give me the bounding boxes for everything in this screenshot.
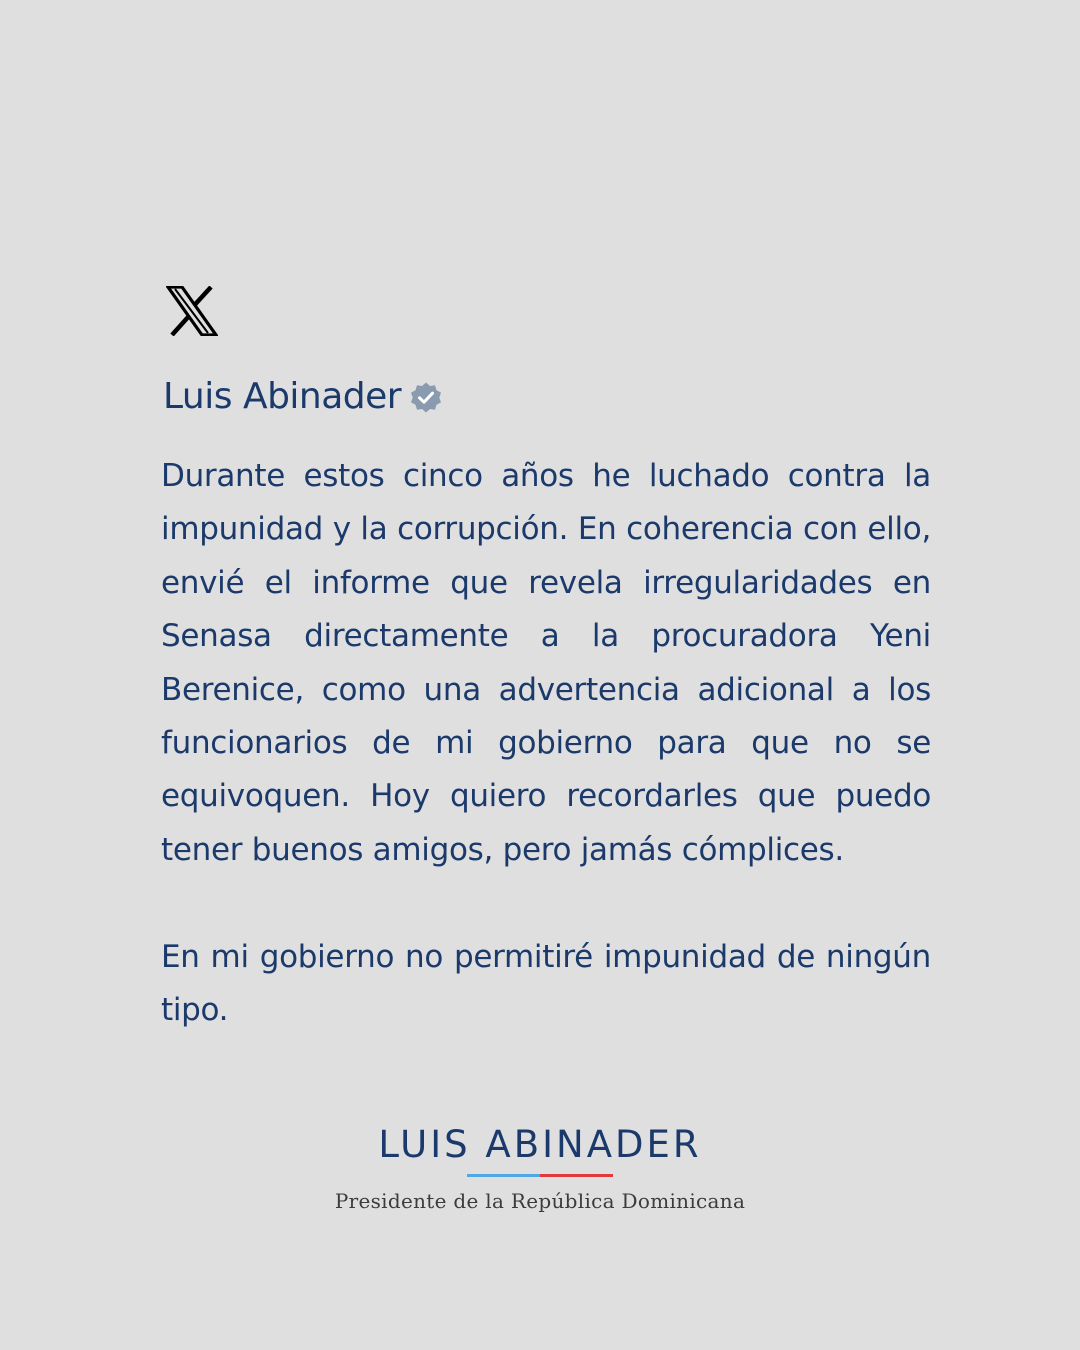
post-body	[161, 450, 931, 1037]
verified-badge-icon	[409, 381, 443, 415]
divider-blue-segment	[467, 1174, 540, 1177]
post-author	[163, 372, 443, 422]
post-paragraph: Durante estos cinco años he luchado contra la impunidad y la corrupción. En coherencia con ello, envié el informe que revela irregularidades en Senasa directamente a la procuradora Yeni Berenice, como una advertencia adicional a los funcionarios de mi gobierno para que no se equivoquen. Hoy quiero recordarles que puedo tener buenos amigos, pero jamás cómplices.	[161, 458, 931, 868]
signature-name: LUIS ABINADER	[378, 1123, 702, 1166]
divider-red-segment	[540, 1174, 613, 1177]
author-name[interactable]: Luis Abinader	[163, 376, 402, 417]
signature-title: Presidente de la República Dominicana	[334, 1189, 746, 1213]
x-logo-icon	[166, 286, 218, 336]
signature-divider	[467, 1174, 613, 1177]
signature-block	[0, 1120, 1080, 1213]
post-paragraph: En mi gobierno no permitiré impunidad de ningún tipo.	[161, 938, 931, 1029]
